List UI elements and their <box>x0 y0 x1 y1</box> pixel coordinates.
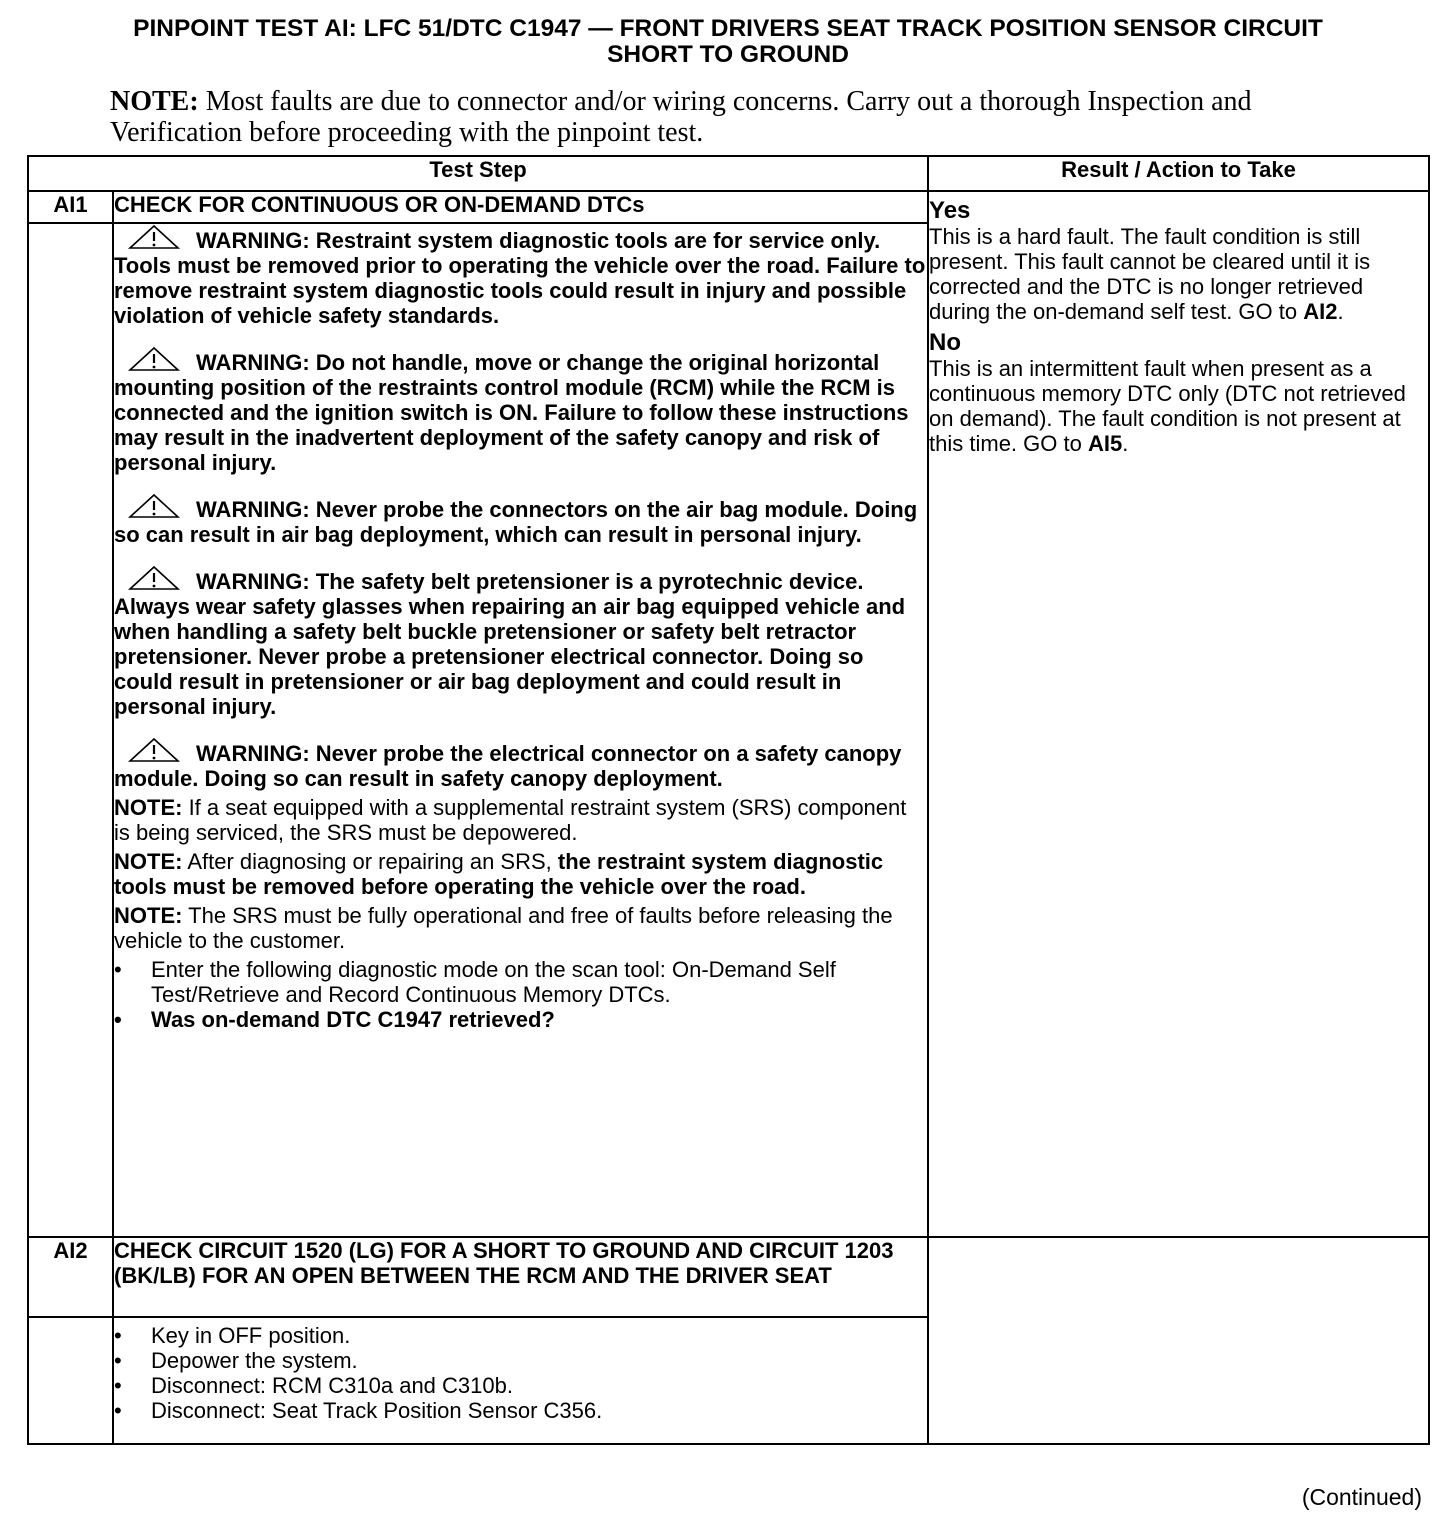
result-cell-ai2 <box>928 1237 1429 1444</box>
step-id-ai2: AI2 <box>28 1237 113 1317</box>
warning-1: WARNING: Restraint system diagnostic tools are for service only. Tools must be removed prior to operating the vehicle over the road. Failure to remove restraint system diagnostic tools could result in injury and possible violation of vehicle safety standards. <box>114 224 927 328</box>
question-dtc-retrieved: • Was on-demand DTC C1947 retrieved? <box>114 1007 927 1032</box>
warning-4: WARNING: The safety belt pretensioner is a pyrotechnic device. Always wear safety glasses when repairing an air bag equipped vehicle and when handling a safety belt buckle pretensioner or safety belt retractor pretensioner. Never probe a pretensioner electrical connector. Doing so could result in pretensioner or air bag deployment and could result in personal injury. <box>114 565 927 719</box>
list-item: • Enter the following diagnostic mode on the scan tool: On-Demand Self Test/Retrieve and Record Continuous Memory DTCs. <box>114 957 927 1007</box>
note-srs-operational: NOTE: The SRS must be fully operational and free of faults before releasing the vehicle to the customer. <box>114 903 893 953</box>
ai2-instructions <box>114 1323 927 1423</box>
step-body-ai2 <box>113 1317 928 1444</box>
warning-triangle-icon <box>126 346 182 372</box>
continued-label: (Continued) <box>1301 1484 1422 1510</box>
warning-triangle-icon <box>126 224 182 250</box>
result-no-text: This is an intermittent fault when present as a continuous memory DTC only (DTC not retrieved on demand). The fault condition is not present at this time. GO to AI5. <box>929 356 1406 456</box>
ai1-instructions <box>114 957 927 1032</box>
result-no-label: No <box>929 329 962 356</box>
list-item: • Depower the system. <box>114 1348 927 1373</box>
table-header-row <box>28 156 1429 191</box>
warning-2: WARNING: Do not handle, move or change the original horizontal mounting position of the restraints control module (RCM) while the RCM is connected and the ignition switch is ON. Failure to follow these instructions may result in the inadvertent deployment of the safety canopy and risk of personal injury. <box>114 346 927 475</box>
note-srs-depower: NOTE: If a seat equipped with a supplemental restraint system (SRS) component is being serviced, the SRS must be depowered. <box>114 795 907 845</box>
top-note-label: NOTE: <box>110 86 199 117</box>
step-ai1-title-row <box>28 191 1429 223</box>
step-title-ai1: CHECK FOR CONTINUOUS OR ON-DEMAND DTCs <box>113 191 928 223</box>
result-yes-text: This is a hard fault. The fault condition is still present. This fault cannot be cleared until it is corrected and the DTC is no longer retrieved during the on-demand self test. GO to AI2. <box>929 224 1371 324</box>
list-item: • Disconnect: Seat Track Position Sensor C356. <box>114 1398 927 1423</box>
note-remove-tools: NOTE: After diagnosing or repairing an SRS, the restraint system diagnostic tools must be removed before operating the vehicle over the road. <box>114 849 884 899</box>
title-line-1: PINPOINT TEST AI: LFC 51/DTC C1947 — FRONT DRIVERS SEAT TRACK POSITION SENSOR CIRCUIT <box>133 15 1323 42</box>
header-result-action: Result / Action to Take <box>928 156 1429 191</box>
warning-3: WARNING: Never probe the connectors on the air bag module. Doing so can result in air bag deployment, which can result in personal injury. <box>114 493 927 547</box>
goto-ai5-link[interactable]: AI5 <box>1087 431 1123 456</box>
step-ai2-title-row <box>28 1237 1429 1317</box>
result-cell-ai1 <box>928 191 1429 1237</box>
warning-triangle-icon <box>126 565 182 591</box>
result-yes-label: Yes <box>929 197 971 224</box>
step-id-blank <box>28 223 113 1237</box>
step-title-ai2: CHECK CIRCUIT 1520 (LG) FOR A SHORT TO GROUND AND CIRCUIT 1203 (BK/LB) FOR AN OPEN BETWEEN THE RCM AND THE DRIVER SEAT <box>113 1237 928 1317</box>
warning-5: WARNING: Never probe the electrical connector on a safety canopy module. Doing so can result in safety canopy deployment. <box>114 737 927 791</box>
top-note <box>110 86 1310 148</box>
warning-triangle-icon <box>126 493 182 519</box>
list-item: • Disconnect: RCM C310a and C310b. <box>114 1373 927 1398</box>
page-title <box>0 16 1456 68</box>
pinpoint-table <box>27 155 1430 1445</box>
title-line-2: SHORT TO GROUND <box>607 41 849 68</box>
list-item: • Key in OFF position. <box>114 1323 927 1348</box>
header-test-step: Test Step <box>28 156 928 191</box>
goto-ai2-link[interactable]: AI2 <box>1303 299 1338 324</box>
step-id-ai1: AI1 <box>28 191 113 223</box>
step-id-blank <box>28 1317 113 1444</box>
step-body-ai1 <box>113 223 928 1237</box>
warning-triangle-icon <box>126 737 182 763</box>
top-note-text: Most faults are due to connector and/or wiring concerns. Carry out a thorough Inspection and Verification before proceeding with the pinpoint test. <box>110 86 1252 148</box>
